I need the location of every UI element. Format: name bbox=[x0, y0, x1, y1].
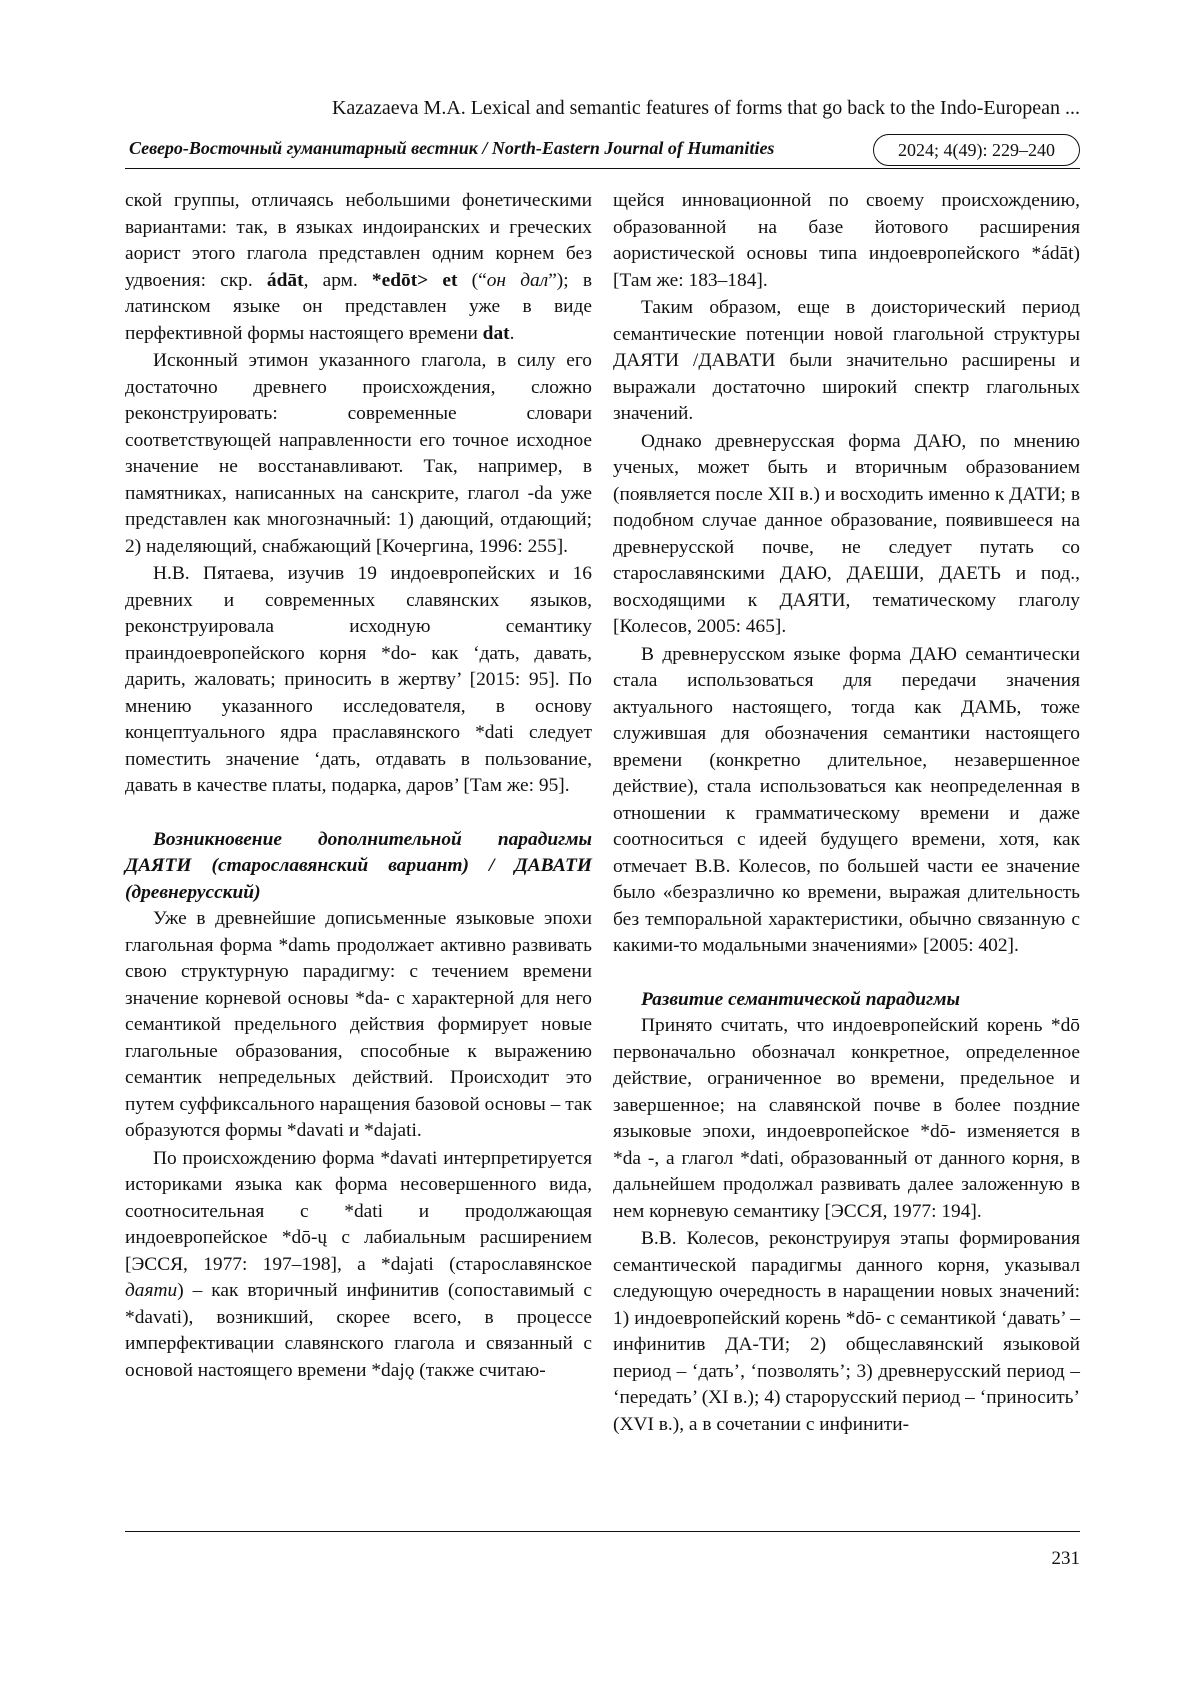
paragraph: Однако древнерусская форма ДАЮ, по мнению ученых, может быть и вторичным образованием (появляется после XII в.) и восходить именно к ДАТИ; в подобном случае данное образование, появившееся на древнерусской почве, не следует путать со старославянскими ДАЮ, ДАЕШИ, ДАЕТЬ и под., восходящими к ДАЯТИ, тематическому глаголу [Колесов, 2005: 465]. bbox=[613, 430, 1080, 637]
paragraph: Принято считать, что индоевропейский корень *dō первоначально обозначал конкретное, определенное действие, ограниченное во времени, предельное и завершенное; на славянской почве в более поздние языковые эпохи, индоевропейское *dō- изменяется в *da -, а глагол *dati, образованный от данного корня, в дальнейшем продолжал развивать далее заложенную в нем корневую семантику [ЭССЯ, 1977: 194]. bbox=[613, 1015, 1080, 1222]
paragraph: Н.В. Пятаева, изучив 19 индоевропейских и 16 древних и современных славянских языков, реконструировала исходную семантику праиндоевропейского корня *do- как ‘дать, давать, дарить, жаловать; приносить в жертву’ [2015: 95]. По мнению указанного исследователя, в основу концептуального ядра праславянского *dati следует поместить значение ‘дать, отдавать в пользование, давать в качестве платы, подарка, даров’ [Там же: 95]. bbox=[125, 563, 592, 796]
section-heading: Возникновение дополнительной парадигмы ДАЯТИ (старославянский вариант) / ДАВАТИ (древнерусский) bbox=[125, 828, 592, 903]
issue-badge: 2024; 4(49): 229–240 bbox=[873, 134, 1080, 166]
paragraph: щейся инновационной по своему происхождению, образованной на базе йотового расширения аористической основы типа индоевропейского *ádāt) [Там же: 183–184]. bbox=[613, 190, 1080, 291]
section-heading: Развитие семантической парадигмы bbox=[641, 988, 960, 1010]
page-number: 231 bbox=[1051, 1548, 1080, 1569]
journal-name: Северо-Восточный гуманитарный вестник / North-Eastern Journal of Humanities bbox=[129, 138, 775, 158]
paragraph: В.В. Колесов, реконструируя этапы формирования семантической парадигмы данного корня, указывал следующую очередность в наращении новых значений: 1) индоевропейский корень *dō- с семантикой ‘давать’ – инфинитив ДА-ТИ; 2) общеславянский языковой период – ‘дать’, ‘позволять’; 3) древнерусский период – ‘передать’ (XI в.); 4) старорусский период – ‘приносить’ (XVI в.), а в сочетании с инфинити- bbox=[613, 1228, 1080, 1435]
paragraph: Таким образом, еще в доисторический период семантические потенции новой глагольной структуры ДАЯТИ /ДАВАТИ были значительно расширены и выражали достаточно широкий спектр глагольных значений. bbox=[613, 297, 1080, 424]
paragraph: Уже в древнейшие дописьменные языковые эпохи глагольная форма *damь продолжает активно развивать свою структурную парадигму: с течением времени значение корневой основы *da- с характерной для него семантикой предельного действия формирует новые глагольные образования, способные к выражению семантик непредельных действий. Происходит это путем суффиксального наращения базовой основы – так образуются формы *davati и *dajati. bbox=[125, 908, 592, 1141]
paragraph: Исконный этимон указанного глагола, в силу его достаточно древнего происхождения, сложно реконструировать: современные словари соответствующей направленности его точное исходное значение не восстанавливают. Так, например, в памятниках, написанных на санскрите, глагол -da уже представлен как многозначный: 1) дающий, отдающий; 2) наделяющий, снабжающий [Кочергина, 1996: 255]. bbox=[125, 350, 592, 557]
footer-divider bbox=[125, 1531, 1080, 1532]
paragraph: В древнерусском языке форма ДАЮ семантически стала использоваться для передачи значения актуального настоящего, тогда как ДАМЬ, тоже служившая для обозначения семантики настоящего времени (конкретно длительное, незавершенное действие), стала использоваться как неопределенная в отношении к грамматическому времени и даже соотноситься с идеей будущего времени, хотя, как отмечает В.В. Колесов, по большей части ее значение было «безразлично ко времени, выражая длительность без темпоральной характеристики, обычно связанную с какими-то модальными значениями» [2005: 402]. bbox=[613, 643, 1080, 956]
left-column bbox=[125, 188, 592, 1385]
header-divider bbox=[125, 168, 1080, 169]
running-title: Kazazaeva M.A. Lexical and semantic features of forms that go back to the Indo-European ... bbox=[331, 97, 1080, 119]
right-column bbox=[613, 188, 1080, 1439]
journal-header bbox=[125, 134, 1080, 168]
paragraph: По происхождению форма *davati интерпретируется историками языка как форма несовершенного вида, соотносительная с *dati и продолжающая индоевропейское *dō-ų с лабиальным расширением [ЭССЯ, 1977: 197–198], а *dajati (старославянское даяти) – как вторичный инфинитив (сопоставимый с *davati), возникший, скорее всего, в процессе имперфективации славянского глагола и связанный с основой настоящего времени *dajǫ (также считаю- bbox=[125, 1147, 592, 1381]
paragraph: ской группы, отличаясь небольшими фонетическими вариантами: так, в языках индоиранских и греческих аорист этого глагола представлен одним корнем без удвоения: скр. ádāt, арм. *edōt> et (“он дал”); в латинском языке он представлен уже в виде перфективной формы настоящего времени dat. bbox=[125, 190, 592, 344]
